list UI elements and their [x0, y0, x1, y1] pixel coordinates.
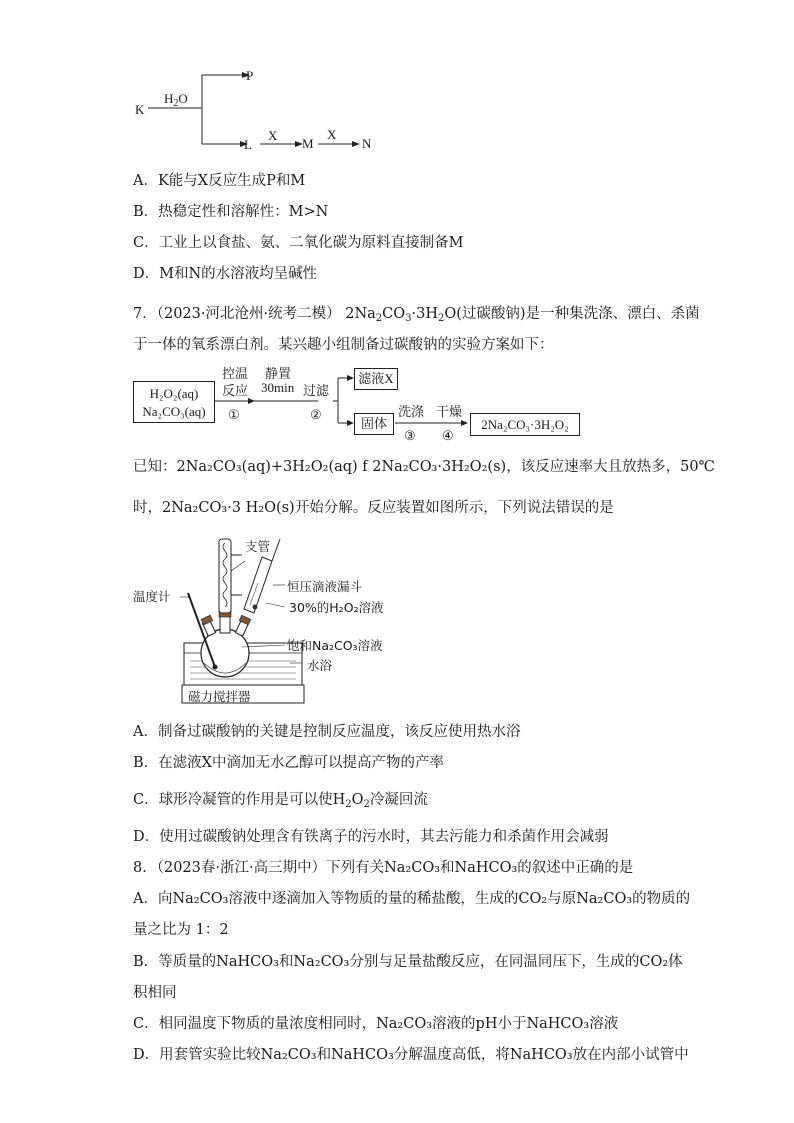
label-thermometer: 温度计	[133, 589, 171, 604]
q7-formula-part: 2Na	[345, 306, 376, 322]
flow-dry-num: ④	[442, 428, 454, 443]
label-n: N	[362, 136, 372, 151]
label-h2o	[164, 91, 188, 109]
flow-wash: 洗涤	[398, 404, 425, 419]
h2o-sub: 2	[173, 98, 179, 109]
reaction-diagram-lines	[130, 65, 390, 155]
q7-option-c-a: C．球形冷凝管的作用是可以使H	[133, 792, 346, 808]
flow-filter: 过滤	[303, 383, 330, 398]
label-magnetic-stirrer: 磁力搅拌器	[188, 689, 251, 704]
q7-known-eq: 2Na₂CO₃(aq)+3H₂O₂(aq) f 2Na₂CO₃·3H₂O₂(s)	[176, 459, 507, 475]
label-funnel: 恒压滴液漏斗	[287, 579, 363, 594]
h2o-h: H	[164, 91, 174, 106]
q7-option-a: A．制备过碳酸钠的关键是控制反应温度，该反应使用热水浴	[133, 724, 521, 740]
q7-stem-line2: 于一体的氧系漂白剂。某兴趣小组制备过碳酸钠的实验方案如下：	[133, 337, 554, 353]
label-x2: X	[327, 127, 337, 142]
label-k: K	[135, 102, 145, 117]
q6-option-a: A．K能与X反应生成P和M	[133, 173, 306, 189]
q7-formula-part: O	[444, 306, 457, 322]
label-water-bath: 水浴	[307, 658, 333, 673]
q8-option-d: D．用套管实验比较Na₂CO₃和NaHCO₃分解温度高低，将NaHCO₃放在内部小试管中	[133, 1047, 689, 1063]
q6-option-c: C．工业上以食盐、氨、二氧化碳为原料直接制备M	[133, 235, 464, 251]
label-h2o2-solution: 30%的H₂O₂溶液	[289, 600, 384, 615]
q7-source: 7．（2023·河北沧州·统考二模）	[133, 306, 341, 322]
q7-known-suffix: ，该反应速率大且放热多，50℃	[506, 459, 715, 475]
q7-known2-formula: 2Na₂CO₃·3 H₂O(s)	[162, 500, 295, 516]
q7-option-b: B．在滤液X中滴加无水乙醇可以提高产物的产率	[133, 755, 444, 771]
q6-option-d: D．M和N的水溶液均呈碱性	[133, 266, 318, 282]
apparatus-drawing	[130, 535, 390, 707]
q8-option-a-line1: A．向Na₂CO₃溶液中逐滴加入等物质的量的稀盐酸，生成的CO₂与原Na₂CO₃的物质的	[133, 891, 691, 907]
q7-option-c-c: 冷凝回流	[369, 792, 428, 808]
q6-option-b: B．热稳定性和溶解性：M>N	[133, 204, 329, 220]
q7-known-line2	[133, 498, 614, 518]
label-p: P	[246, 68, 254, 83]
flow-step1-top: 控温	[222, 366, 249, 381]
flow-start-l2: Na₂CO₃(aq)	[142, 404, 206, 419]
q7-option-d: D．使用过碳酸钠处理含有铁离子的污水时，其去污能力和杀菌作用会减弱	[133, 829, 609, 845]
flow-start-box	[133, 381, 215, 423]
q7-option-c-sub: 2	[345, 799, 352, 810]
flow-product-box: 2Na₂CO₃·3H₂O₂	[470, 413, 580, 436]
q7-option-c-b: O	[351, 792, 364, 808]
label-na2co3-solution: 饱和Na₂CO₃溶液	[287, 638, 383, 653]
flow-dry: 干燥	[436, 404, 463, 419]
label-branch-tube: 支管	[245, 539, 271, 554]
q7-known2-a: 时，	[133, 500, 162, 516]
h2o-o: O	[178, 91, 188, 106]
flow-step2-top: 静置	[265, 366, 292, 381]
flow-step2-bot: 30min	[261, 380, 295, 395]
q8-stem: 8．（2023春·浙江·高三期中）下列有关Na₂CO₃和NaHCO₃的叙述中正确的是	[133, 860, 634, 876]
q7-formula: $2Na_2CO_3\cdot 3H_2O$	[345, 306, 457, 324]
q8-option-b-line1: B．等质量的NaHCO₃和Na₂CO₃分别与足量盐酸反应，在同温同压下，生成的CO₂体	[133, 954, 683, 970]
q7-stem-line1	[133, 304, 700, 329]
q7-known-line1	[133, 457, 715, 477]
flow-wash-num: ③	[404, 428, 416, 443]
q8-option-c: C．相同温度下物质的量浓度相同时，Na₂CO₃溶液的pH小于NaHCO₃溶液	[133, 1016, 619, 1032]
q7-option-c	[133, 790, 428, 815]
q7-stem-suffix: (过碳酸钠)是一种集洗涤、漂白、杀菌	[456, 306, 700, 322]
q7-known-prefix: 已知：	[133, 459, 177, 475]
q8-option-b-line2: 积相同	[133, 985, 177, 1001]
flow-filtrate-box: 滤液X	[354, 368, 398, 390]
q8-option-a-line2: 量之比为 1：2	[133, 922, 229, 938]
flow-step2-num: ②	[310, 407, 322, 422]
q7-formula-part: CO	[382, 306, 406, 322]
label-m: M	[302, 136, 314, 151]
label-l: L	[244, 137, 252, 152]
label-x1: X	[268, 128, 278, 143]
flow-step1-num: ①	[228, 407, 240, 422]
q7-formula-part: ·3H	[411, 306, 438, 322]
flow-start-l1: H₂O₂(aq)	[149, 386, 199, 401]
q7-option-c-sub2: 2	[363, 799, 370, 810]
q7-known2-b: 开始分解。反应装置如图所示，下列说法错误的是	[294, 500, 614, 516]
flow-step1-bot: 反应	[222, 383, 249, 398]
flow-solid-box: 固体	[354, 413, 394, 435]
